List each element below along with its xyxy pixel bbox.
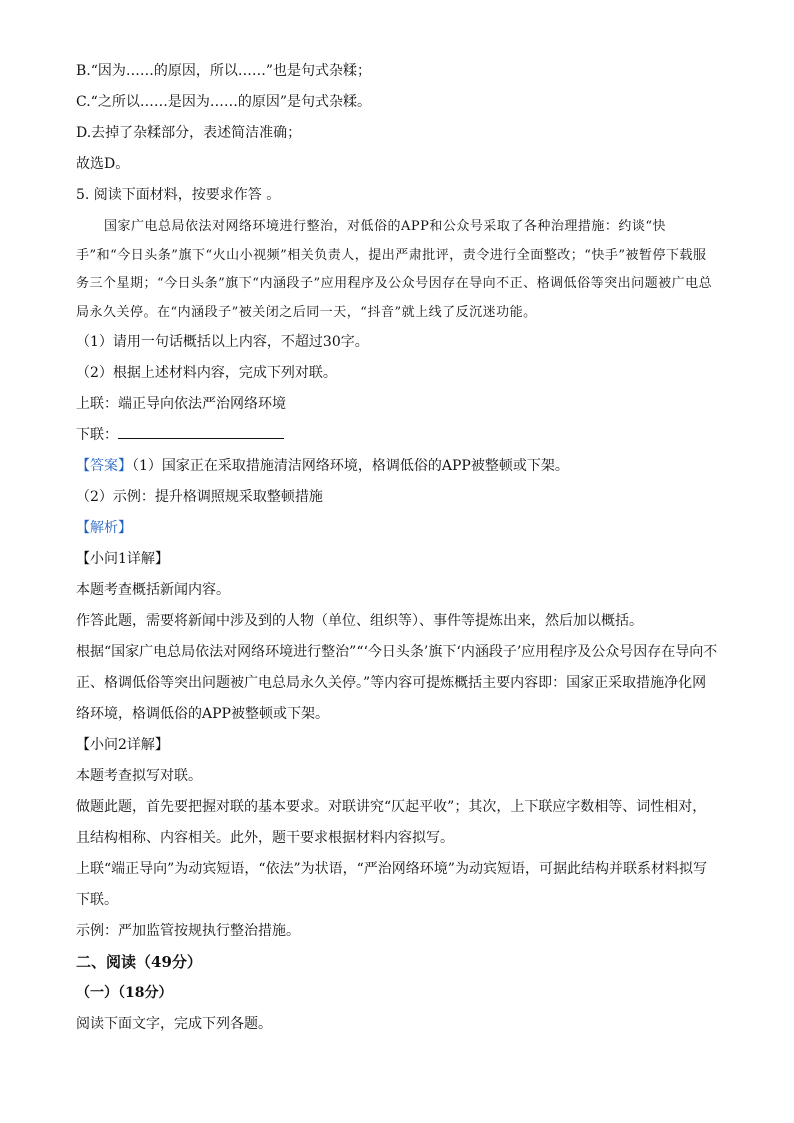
detail-1-para-1: 本题考查概括新闻内容。 xyxy=(76,582,230,598)
subsection-1-heading: （一）（18分） xyxy=(76,985,173,1001)
detail-1-para-3: 根据“国家广电总局依法对网络环境进行整治”“‘今日头条’旗下‘内涵段子’应用程序及公众号因存在导向不正、格调低俗等突出问题被广电总局永久关停。”等内容可提炼概括主要内容即：国家正采取措施净化网络环境，格调低俗的APP被整顿或下架。 xyxy=(76,644,718,722)
option-c-note: C.“之所以……是因为……的原因”是句式杂糅。 xyxy=(76,94,371,110)
section-2-heading: 二、阅读（49分） xyxy=(76,953,202,971)
answer-1-text: （1）国家正在采取措施清洁网络环境，格调低俗的APP被整顿或下架。 xyxy=(132,458,569,474)
question-1: （1）请用一句话概括以上内容，不超过30字。 xyxy=(76,334,369,350)
question-2: （2）根据上述材料内容，完成下列对联。 xyxy=(76,365,337,381)
option-d-note: D.去掉了杂糅部分，表述简洁准确； xyxy=(76,125,302,141)
question-5-title: 5. 阅读下面材料，按要求作答 。 xyxy=(76,187,281,203)
couplet-upper: 上联：端正导向依法严治网络环境 xyxy=(76,396,286,412)
detail-1-label: 【小问1详解】 xyxy=(76,551,169,567)
answer-blank xyxy=(118,424,284,439)
answer-label: 【答案】 xyxy=(76,458,132,474)
detail-1-para-2: 作答此题，需要将新闻中涉及到的人物（单位、组织等）、事件等提炼出来，然后加以概括。 xyxy=(76,613,643,629)
reading-passage: 国家广电总局依法对网络环境进行整治，对低俗的APP和公众号采取了各种治理措施：约谈“快手”和“今日头条”旗下“火山小视频”相关负责人，提出严肃批评，责令进行全面整改；“快手”被暂停下载服务三个星期；“今日头条”旗下“内涵段子”应用程序及公众号因存在导向不正、格调低俗等突出问题被广电总局永久关停。在“内涵段子”被关闭之后同一天，“抖音”就上线了反沉迷功能。 xyxy=(76,219,713,320)
answer-line-1 xyxy=(76,451,718,482)
detail-2-para-3: 上联“端正导向”为动宾短语，“依法”为状语，“严治网络环境”为动宾短语，可据此结构并联系材料拟写下联。 xyxy=(76,861,707,908)
detail-2-label: 【小问2详解】 xyxy=(76,737,169,753)
analysis-label: 【解析】 xyxy=(76,520,132,536)
detail-2-para-4: 示例：严加监管按规执行整治措施。 xyxy=(76,923,300,939)
couplet-lower-label: 下联： xyxy=(76,427,118,443)
document-page xyxy=(76,56,718,1040)
detail-2-para-1: 本题考查拟写对联。 xyxy=(76,768,202,784)
couplet-lower xyxy=(76,420,718,451)
reading-instruction: 阅读下面文字，完成下列各题。 xyxy=(76,1016,272,1032)
option-b-note: B.“因为……的原因，所以……”也是句式杂糅； xyxy=(76,63,372,79)
detail-2-para-2: 做题此题，首先要把握对联的基本要求。对联讲究“仄起平收”；其次，上下联应字数相等、词性相对，且结构相称、内容相关。此外，题干要求根据材料内容拟写。 xyxy=(76,799,707,846)
answer-2-text: （2）示例：提升格调照规采取整顿措施 xyxy=(76,489,323,505)
choice-conclusion: 故选D。 xyxy=(76,156,130,172)
